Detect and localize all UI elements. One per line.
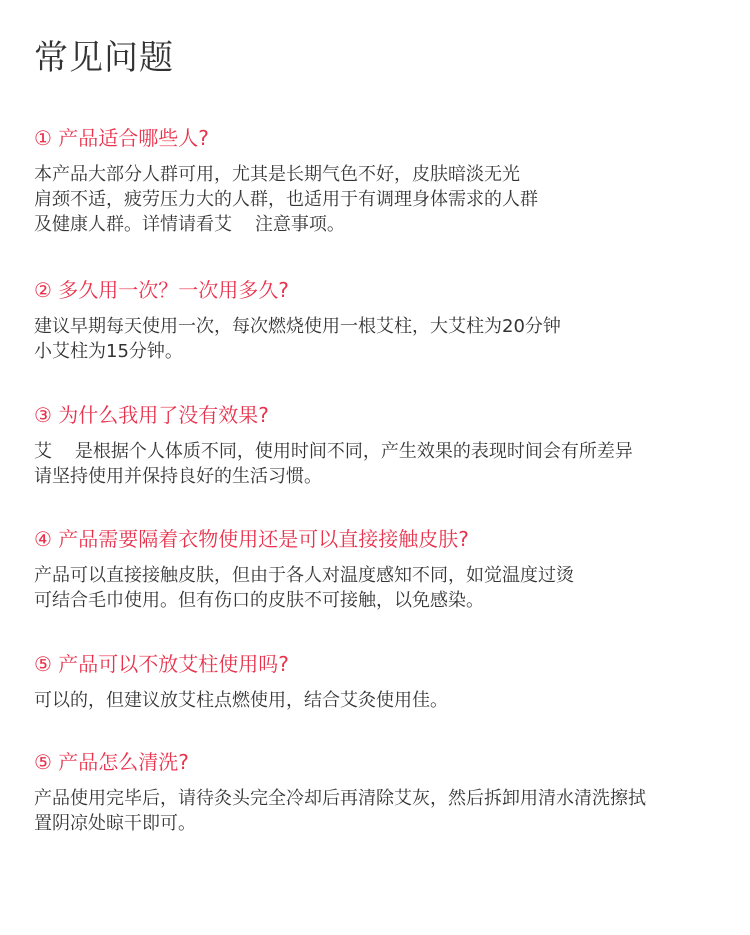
page-title: 常见问题 (34, 38, 174, 78)
faq-answer-line: 请坚持使用并保持良好的生活习惯。 (34, 466, 322, 487)
faq-answer-line: 肩颈不适，疲劳压力大的人群，也适用于有调理身体需求的人群 (34, 189, 538, 210)
faq-answer-2 (34, 314, 724, 364)
faq-answer-6 (34, 786, 724, 836)
faq-answer-1 (34, 162, 724, 237)
faq-answer-4 (34, 563, 724, 613)
faq-answer-line: 置阴凉处晾干即可。 (34, 813, 196, 834)
faq-item-4 (34, 525, 724, 613)
faq-item-6 (34, 748, 724, 836)
faq-item-1 (34, 124, 724, 237)
faq-answer-line: 产品可以直接接触皮肤，但由于各人对温度感知不同，如觉温度过烫 (34, 565, 574, 586)
faq-answer-line: 本产品大部分人群可用，尤其是长期气色不好，皮肤暗淡无光 (34, 164, 520, 185)
faq-question-4: ④ 产品需要隔着衣物使用还是可以直接接触皮肤? (34, 527, 469, 551)
faq-item-5 (34, 650, 724, 713)
faq-question-1: ① 产品适合哪些人? (34, 126, 209, 150)
faq-answer-line: 小艾柱为15分钟。 (34, 341, 183, 362)
faq-answer-line: 建议早期每天使用一次，每次燃烧使用一根艾柱，大艾柱为20分钟 (34, 316, 561, 337)
faq-answer-5 (34, 688, 724, 713)
faq-answer-line: 及健康人群。详情请看艾 注意事项。 (34, 214, 345, 235)
faq-item-3 (34, 401, 724, 489)
faq-question-2: ② 多久用一次？一次用多久? (34, 278, 289, 302)
faq-answer-line: 产品使用完毕后，请待灸头完全冷却后再清除艾灰，然后拆卸用清水清洗擦拭 (34, 788, 646, 809)
faq-question-5: ⑤ 产品可以不放艾柱使用吗? (34, 652, 289, 676)
faq-question-3: ③ 为什么我用了没有效果? (34, 403, 269, 427)
faq-question-6: ⑤ 产品怎么清洗? (34, 750, 189, 774)
faq-answer-3 (34, 439, 724, 489)
faq-item-2 (34, 276, 724, 364)
faq-answer-line: 可结合毛巾使用。但有伤口的皮肤不可接触，以免感染。 (34, 590, 484, 611)
faq-answer-line: 可以的，但建议放艾柱点燃使用，结合艾灸使用佳。 (34, 690, 448, 711)
faq-answer-line: 艾 是根据个人体质不同，使用时间不同，产生效果的表现时间会有所差异 (34, 441, 633, 462)
